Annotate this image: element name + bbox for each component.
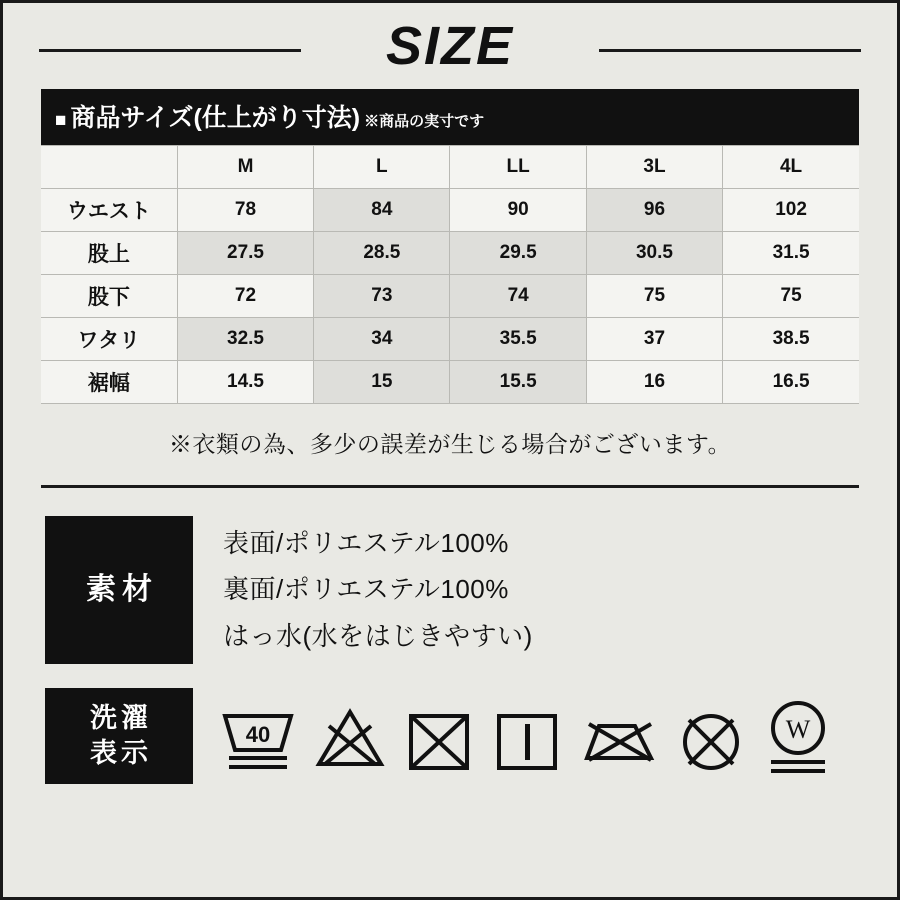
no-iron-icon [579, 698, 659, 774]
row-label: ウエスト [41, 189, 177, 232]
svg-text:W: W [785, 715, 811, 744]
title-rule-left [39, 49, 301, 52]
cell-value: 102 [723, 189, 859, 232]
row-label: 股下 [41, 275, 177, 318]
cell-value: 75 [586, 275, 722, 318]
cell-value: 30.5 [586, 232, 722, 275]
table-row [41, 318, 859, 361]
care-badge-line2: 表示 [90, 738, 152, 768]
table-row [41, 189, 859, 232]
cell-value: 16.5 [723, 361, 859, 404]
cell-value: 32.5 [177, 318, 313, 361]
cell-value: 37 [586, 318, 722, 361]
table-corner-cell [41, 146, 177, 189]
material-badge: 素材 [45, 516, 193, 664]
cell-value: 72 [177, 275, 313, 318]
cell-value: 29.5 [450, 232, 586, 275]
cell-value: 78 [177, 189, 313, 232]
material-lines [223, 516, 533, 659]
column-header-m: M [177, 146, 313, 189]
size-table-header-note: ※商品の実寸です [364, 113, 485, 130]
square-bullet-icon: ■ [55, 110, 67, 131]
table-row [41, 275, 859, 318]
cell-value: 84 [314, 189, 450, 232]
section-divider [41, 485, 859, 488]
cell-value: 27.5 [177, 232, 313, 275]
cell-value: 14.5 [177, 361, 313, 404]
cell-value: 38.5 [723, 318, 859, 361]
material-section [45, 516, 897, 664]
material-line-lining: 裏面/ポリエステル100% [223, 574, 509, 605]
table-row [41, 232, 859, 275]
row-label: ワタリ [41, 318, 177, 361]
cell-value: 73 [314, 275, 450, 318]
cell-value: 75 [723, 275, 859, 318]
cell-value: 15.5 [450, 361, 586, 404]
material-line-surface: 表面/ポリエステル100% [223, 528, 509, 558]
drip-dry-line-icon [491, 698, 563, 774]
care-badge [45, 688, 193, 784]
wash-40-icon [219, 698, 297, 774]
cell-value: 34 [314, 318, 450, 361]
cell-value: 96 [586, 189, 722, 232]
row-label: 裾幅 [41, 361, 177, 404]
cell-value: 74 [450, 275, 586, 318]
size-table-note: ※衣類の為、多少の誤差が生じる場合がございます。 [168, 431, 732, 457]
column-header-l: L [314, 146, 450, 189]
size-table-section [41, 89, 859, 459]
column-header-4l: 4L [723, 146, 859, 189]
wet-clean-w-icon [763, 696, 833, 776]
column-header-ll: LL [450, 146, 586, 189]
table-row [41, 361, 859, 404]
material-line-water-repellent: はっ水(水をはじきやすい) [223, 620, 533, 651]
care-section [45, 688, 897, 784]
cell-value: 35.5 [450, 318, 586, 361]
title-rule-right [599, 49, 861, 52]
cell-value: 16 [586, 361, 722, 404]
page-title-row [3, 3, 897, 89]
no-bleach-icon [313, 698, 387, 774]
cell-value: 15 [314, 361, 450, 404]
svg-text:40: 40 [245, 722, 271, 747]
table-header-row [41, 146, 859, 189]
no-tumble-dry-icon [403, 698, 475, 774]
care-badge-line1: 洗濯 [90, 702, 152, 733]
size-table [41, 145, 859, 404]
size-table-header-title: 商品サイズ(仕上がり寸法) [70, 104, 361, 132]
row-label: 股上 [41, 232, 177, 275]
no-dry-clean-icon [675, 698, 747, 774]
cell-value: 90 [450, 189, 586, 232]
page-title: SIZE [385, 16, 515, 76]
column-header-3l: 3L [586, 146, 722, 189]
care-icons [219, 696, 833, 776]
size-table-header [41, 89, 859, 145]
cell-value: 28.5 [314, 232, 450, 275]
cell-value: 31.5 [723, 232, 859, 275]
